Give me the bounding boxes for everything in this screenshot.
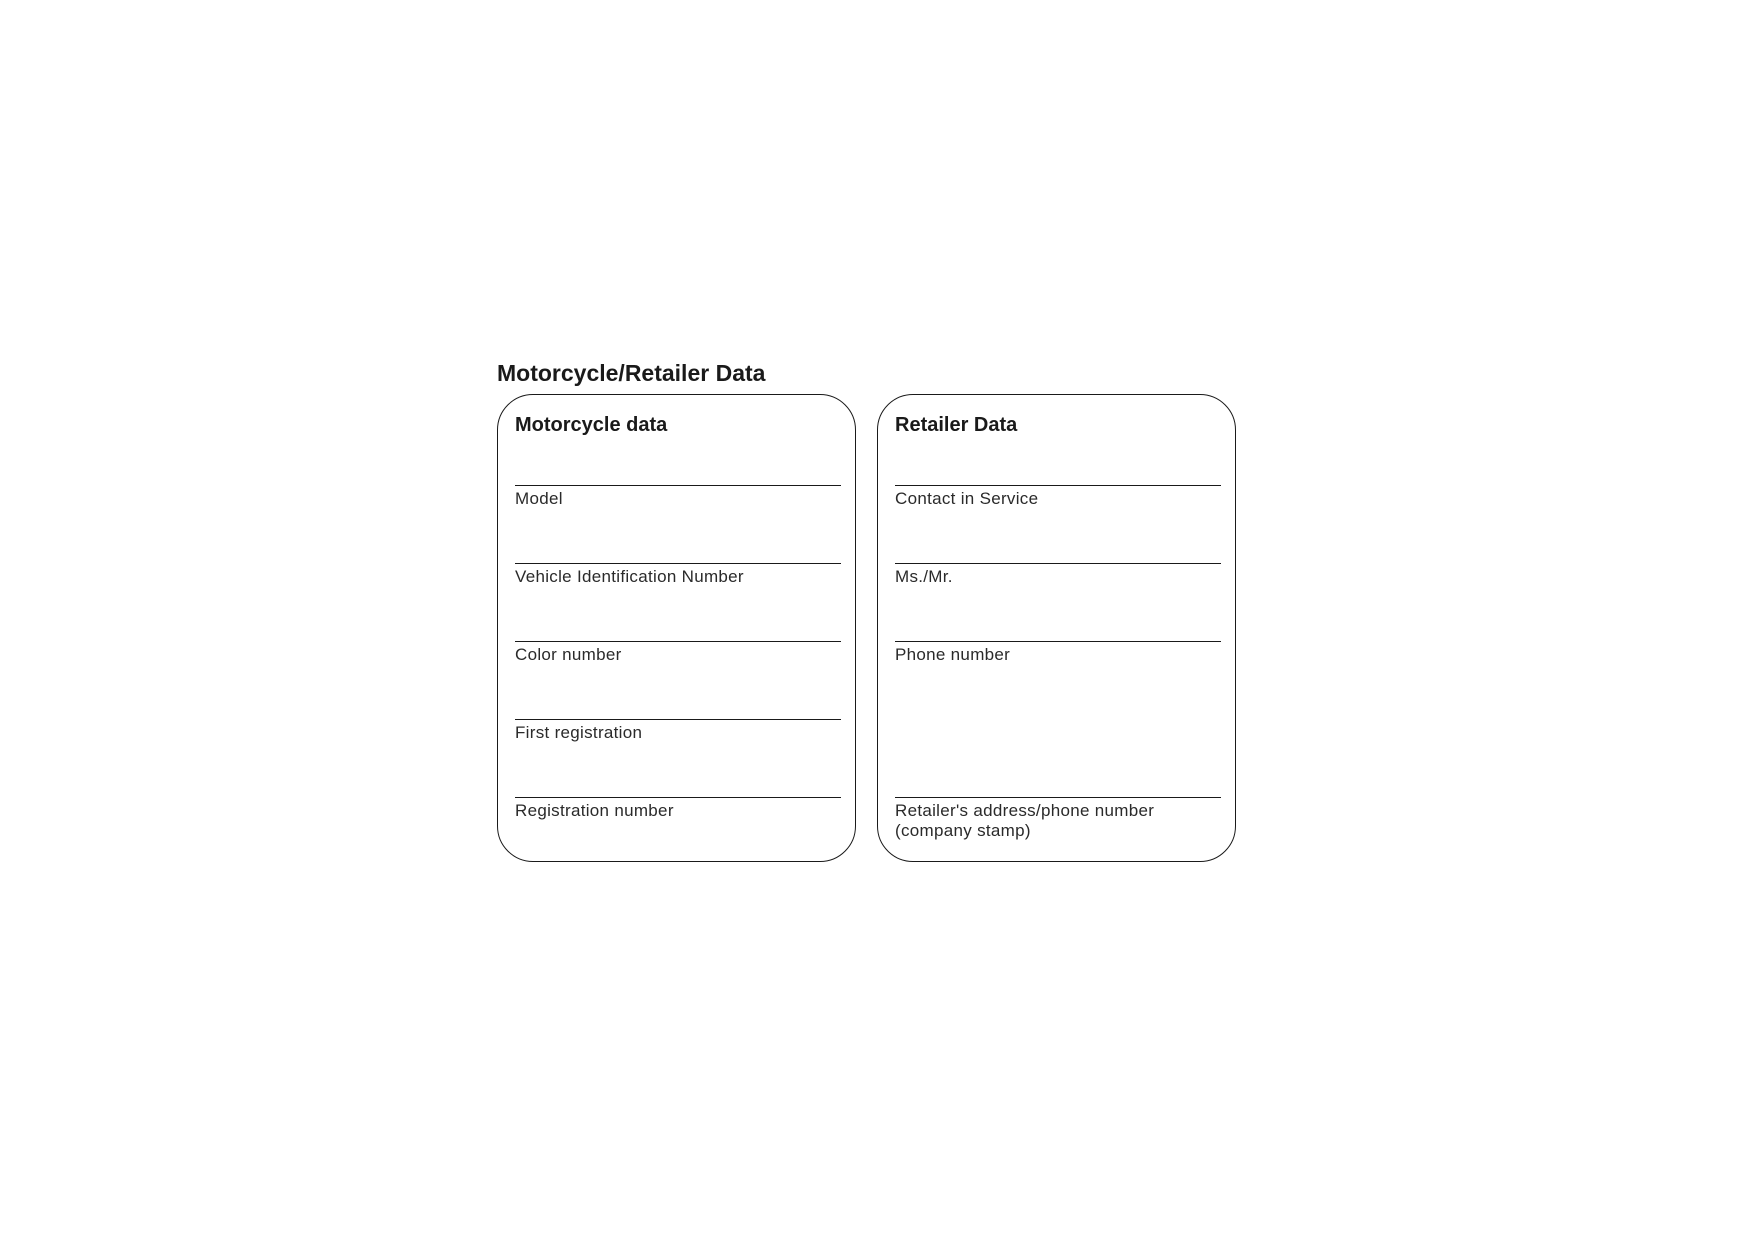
ms-mr-label: Ms./Mr. <box>895 567 953 586</box>
retailer-address-label: Retailer's address/phone number <box>895 801 1155 820</box>
model-field[interactable] <box>515 485 841 509</box>
motorcycle-data-card <box>497 394 856 862</box>
retailer-address-field[interactable] <box>895 797 1221 841</box>
retailer-address-write-line[interactable] <box>895 797 1221 798</box>
company-stamp-note: (company stamp) <box>895 821 1031 840</box>
vin-write-line[interactable] <box>515 563 841 564</box>
registration-number-label: Registration number <box>515 801 674 820</box>
phone-number-write-line[interactable] <box>895 641 1221 642</box>
first-registration-label: First registration <box>515 723 643 742</box>
first-registration-field[interactable] <box>515 719 841 743</box>
retailer-data-card <box>877 394 1236 862</box>
model-write-line[interactable] <box>515 485 841 486</box>
color-number-field[interactable] <box>515 641 841 665</box>
vin-label: Vehicle Identification Number <box>515 567 744 586</box>
retailer-data-heading: Retailer Data <box>895 414 1018 436</box>
motorcycle-data-heading: Motorcycle data <box>515 414 668 436</box>
page-title: Motorcycle/Retailer Data <box>497 360 766 386</box>
contact-in-service-write-line[interactable] <box>895 485 1221 486</box>
phone-number-field[interactable] <box>895 641 1221 665</box>
first-registration-write-line[interactable] <box>515 719 841 720</box>
model-label: Model <box>515 489 563 508</box>
vin-field[interactable] <box>515 563 841 587</box>
contact-in-service-label: Contact in Service <box>895 489 1039 508</box>
registration-number-write-line[interactable] <box>515 797 841 798</box>
color-number-label: Color number <box>515 645 622 664</box>
registration-number-field[interactable] <box>515 797 841 821</box>
ms-mr-write-line[interactable] <box>895 563 1221 564</box>
phone-number-label: Phone number <box>895 645 1011 664</box>
contact-in-service-field[interactable] <box>895 485 1221 509</box>
color-number-write-line[interactable] <box>515 641 841 642</box>
ms-mr-field[interactable] <box>895 563 1221 587</box>
